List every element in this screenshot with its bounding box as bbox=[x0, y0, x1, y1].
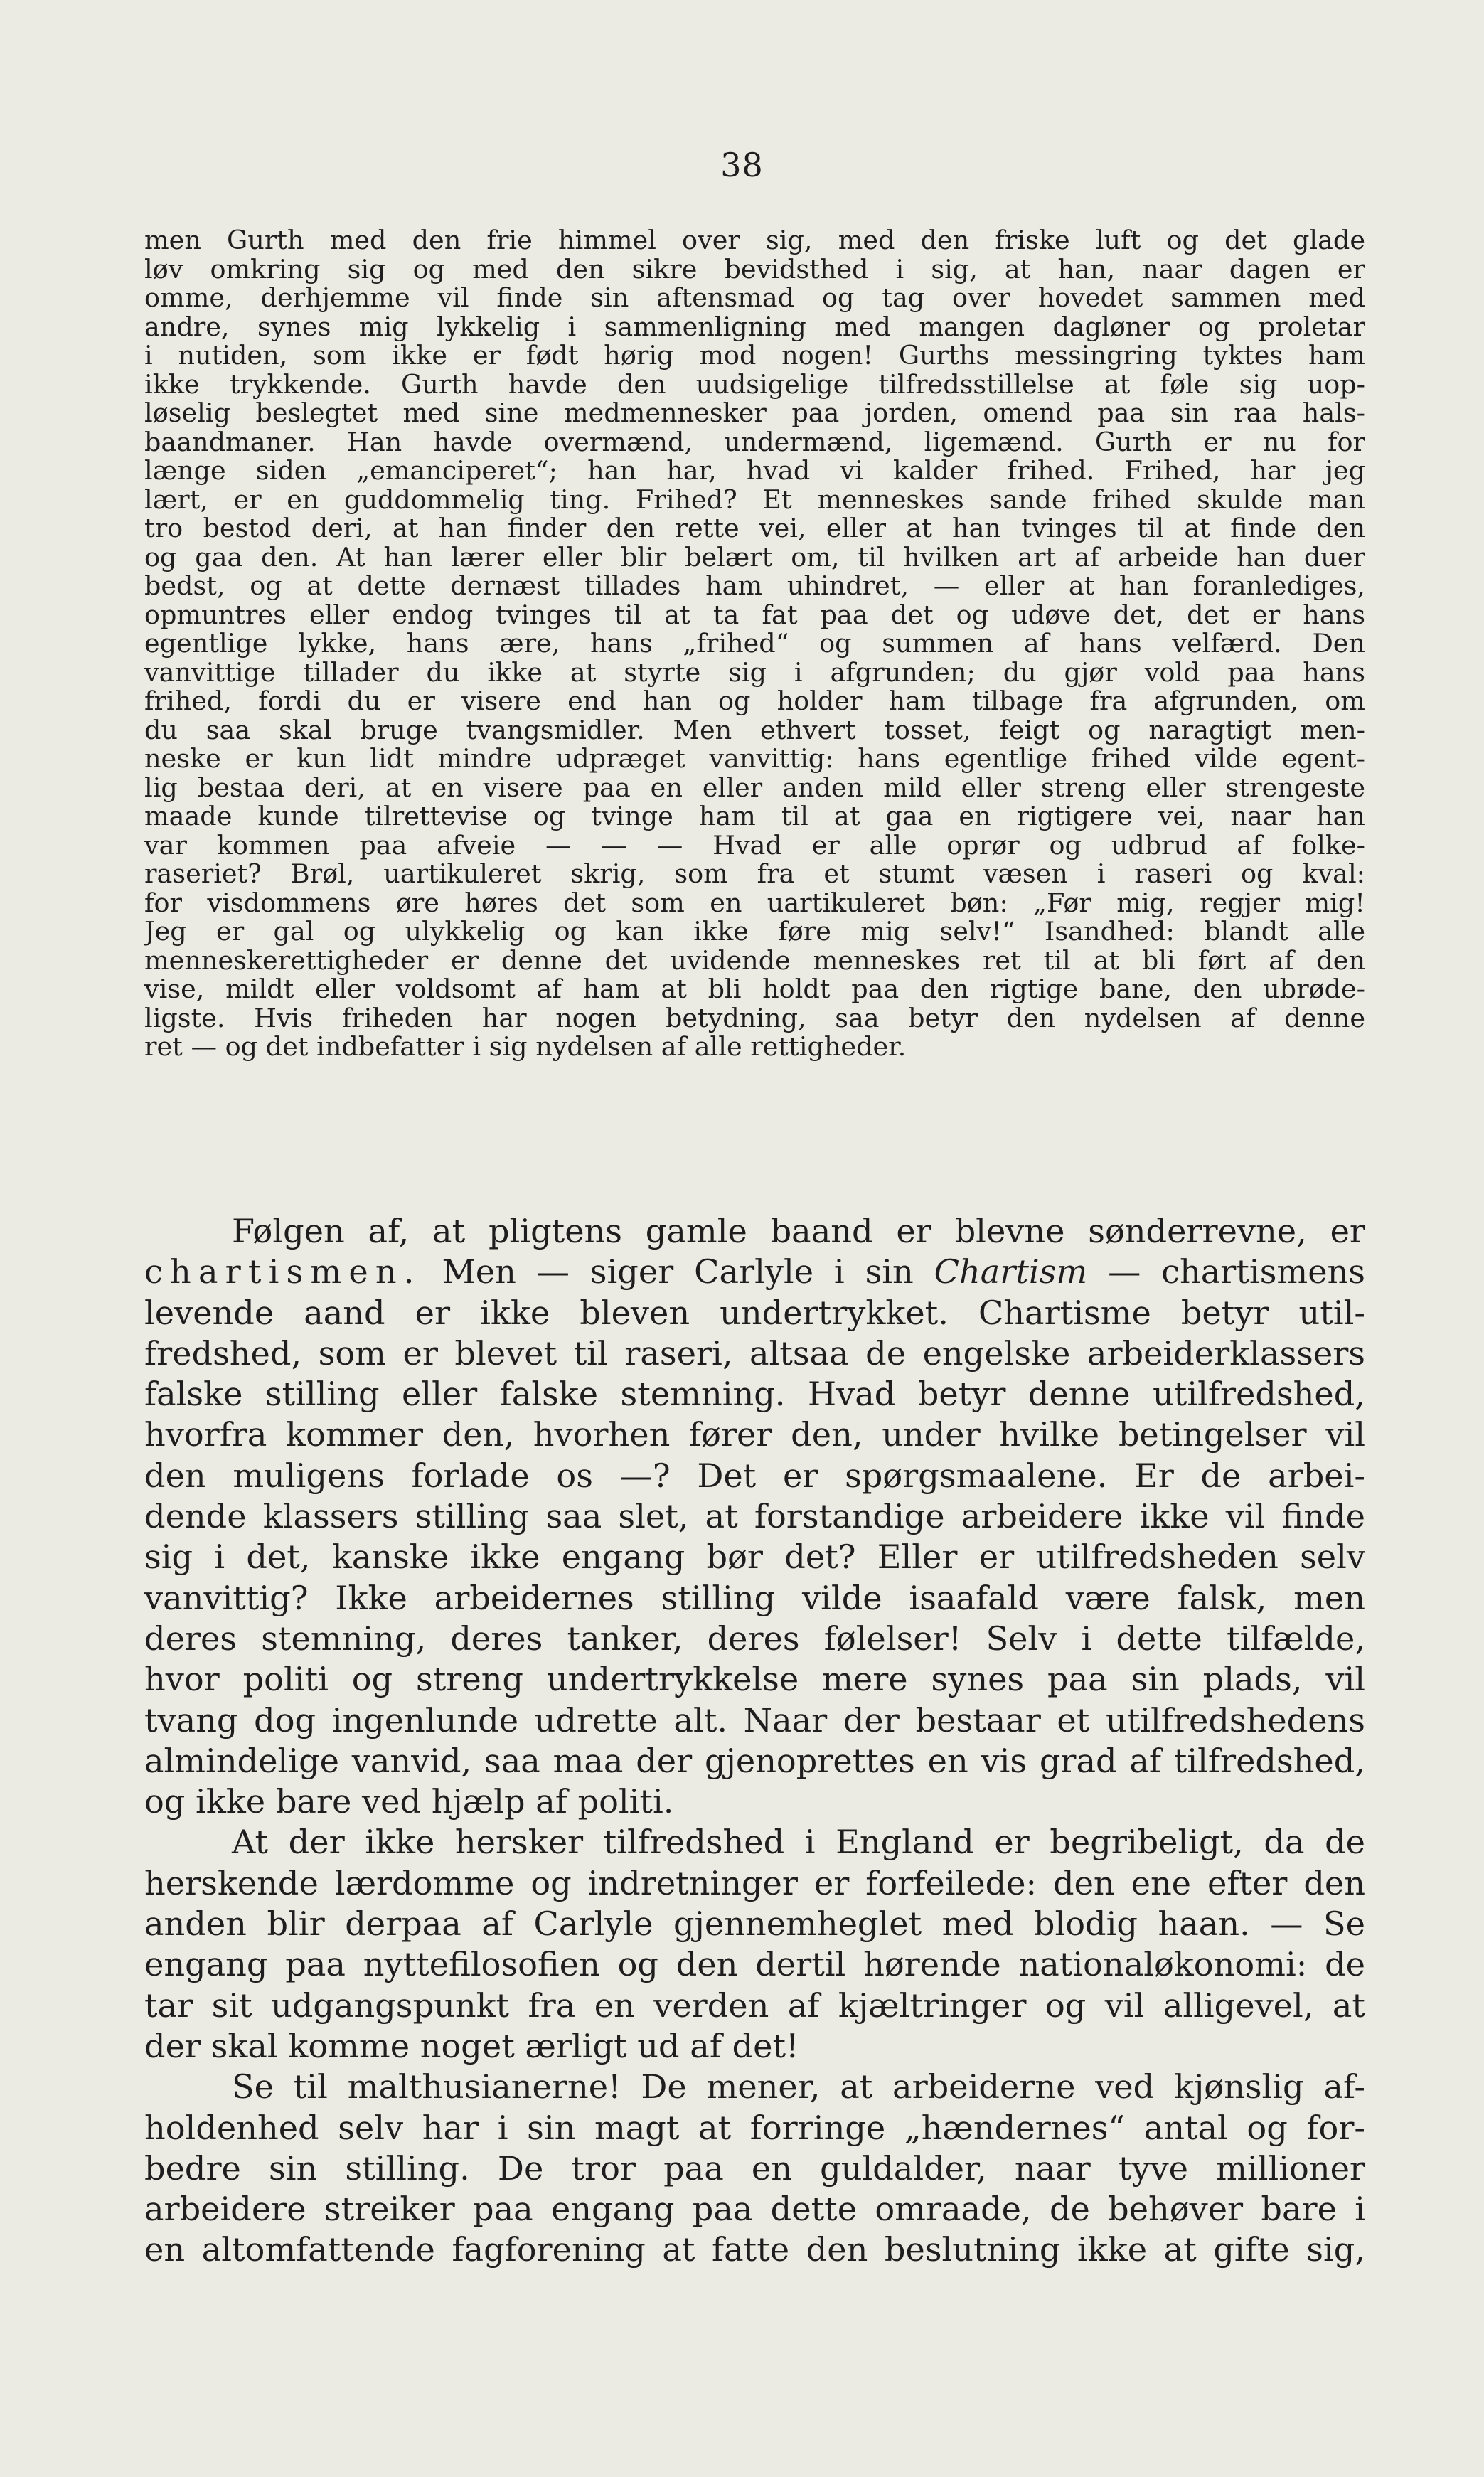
text-line: tvang dog ingenlunde udrette alt. Naar der bestaar et utilfredshedens bbox=[144, 1700, 1365, 1740]
text-line: almindelige vanvid, saa maa der gjenoprettes en vis grad af tilfredshed, bbox=[144, 1741, 1365, 1780]
text-line: Følgen af, at pligtens gamle baand er blevne sønderrevne, er bbox=[232, 1212, 1365, 1250]
text-line: Se til malthusianerne! De mener, at arbeiderne ved kjønslig af- bbox=[232, 2067, 1365, 2106]
text-line: baandmaner. Han havde overmænd, undermænd, ligemænd. Gurth er nu for bbox=[144, 427, 1365, 457]
text-line: der skal komme noget ærligt ud af det! bbox=[144, 2026, 799, 2065]
text-line: ligste. Hvis friheden har nogen betydning, saa betyr den nydelsen af denne bbox=[144, 1003, 1365, 1033]
text-line: lig bestaa deri, at en visere paa en eller anden mild eller streng eller strengeste bbox=[144, 773, 1365, 802]
text-line: hvor politi og streng undertrykkelse mere synes paa sin plads, vil bbox=[144, 1660, 1365, 1699]
text-line: anden blir derpaa af Carlyle gjennemheglet med blodig haan. — Se bbox=[144, 1905, 1365, 1944]
chartismen-emphasis: chartismen. bbox=[144, 1252, 422, 1291]
text-line: omme, derhjemme vil finde sin aftensmad og tag over hovedet sammen med bbox=[144, 284, 1365, 313]
text-line: ikke trykkende. Gurth havde den uudsigelige tilfredsstillelse at føle sig uop- bbox=[144, 370, 1365, 399]
text-line: dende klassers stilling saa slet, at forstandige arbeidere ikke vil finde bbox=[144, 1497, 1365, 1536]
text-fragment: Men — siger Carlyle i sin bbox=[421, 1252, 934, 1291]
text-line: falske stilling eller falske stemning. Hvad betyr denne utilfredshed, bbox=[144, 1375, 1365, 1414]
text-line: lært, er en guddommelig ting. Frihed? Et menneskes sande frihed skulde man bbox=[144, 485, 1365, 514]
text-line: Jeg er gal og ulykkelig og kan ikke føre mig selv!“ Isandhed: blandt alle bbox=[144, 917, 1365, 947]
text-line: vanvittige tillader du ikke at styrte sig i afgrunden; du gjør vold paa hans bbox=[144, 658, 1365, 687]
text-line: bedre sin stilling. De tror paa en guldalder, naar tyve millioner bbox=[144, 2148, 1365, 2188]
text-line: bedst, og at dette dernæst tillades ham uhindret, — eller at han foranlediges, bbox=[144, 572, 1365, 601]
text-line: du saa skal bruge tvangsmidler. Men ethvert tosset, feigt og naragtigt men- bbox=[144, 715, 1365, 745]
text-line: den muligens forlade os —? Det er spørgsmaalene. Er de arbei- bbox=[144, 1456, 1365, 1495]
text-line: vanvittig? Ikke arbeidernes stilling vilde isaafald være falsk, men bbox=[144, 1578, 1365, 1617]
text-line: levende aand er ikke bleven undertrykket. Chartisme betyr util- bbox=[144, 1293, 1365, 1332]
chartism-book-title: Chartism bbox=[934, 1252, 1088, 1291]
text-line: tro bestod deri, at han finder den rette vei, eller at han tvinges til at finde den bbox=[144, 514, 1365, 543]
text-line: At der ikke hersker tilfredshed i England er begribeligt, da de bbox=[232, 1823, 1365, 1862]
text-line: vise, mildt eller voldsomt af ham at bli holdt paa den rigtige bane, den ubrøde- bbox=[144, 975, 1365, 1004]
text-line: sig i det, kanske ikke engang bør det? Eller er utilfredsheden selv bbox=[144, 1538, 1365, 1577]
text-line: længe siden „emanciperet“; han har, hvad vi kalder frihed. Frihed, har jeg bbox=[144, 457, 1365, 486]
text-line: egentlige lykke, hans ære, hans „frihed“ og summen af hans velfærd. Den bbox=[144, 629, 1365, 659]
text-line: var kommen paa afveie — — — Hvad er alle oprør og udbrud af folke- bbox=[144, 831, 1365, 860]
text-line: neske er kun lidt mindre udpræget vanvittig: hans egentlige frihed vilde egent- bbox=[144, 745, 1365, 774]
text-line: og ikke bare ved hjælp af politi. bbox=[144, 1782, 674, 1821]
text-line: raseriet? Brøl, uartikuleret skrig, som fra et stumt væsen i raseri og kval: bbox=[144, 860, 1365, 889]
text-line: engang paa nyttefilosofien og den dertil hørende nationaløkonomi: de bbox=[144, 1945, 1365, 1984]
text-line: menneskerettigheder er denne det uvidende menneskes ret til at bli ført af den bbox=[144, 946, 1365, 975]
text-line-with-title bbox=[144, 1252, 1365, 1292]
text-line: løselig beslegtet med sine medmennesker paa jorden, omend paa sin raa hals- bbox=[144, 399, 1365, 428]
text-line: og gaa den. At han lærer eller blir belært om, til hvilken art af arbeide han duer bbox=[144, 543, 1365, 572]
text-line: fredshed, som er blevet til raseri, altsaa de engelske arbeiderklassers bbox=[144, 1333, 1365, 1373]
text-line: tar sit udgangspunkt fra en verden af kjæltringer og vil alligevel, at bbox=[144, 1986, 1365, 2025]
text-line: i nutiden, som ikke er født hørig mod nogen! Gurths messingring tyktes ham bbox=[144, 341, 1365, 371]
text-line: deres stemning, deres tanker, deres følelser! Selv i dette tilfælde, bbox=[144, 1619, 1365, 1658]
text-line: opmuntres eller endog tvinges til at ta fat paa det og udøve det, det er hans bbox=[144, 600, 1365, 629]
text-line: arbeidere streiker paa engang paa dette omraade, de behøver bare i bbox=[144, 2190, 1365, 2229]
small-print-paragraph bbox=[144, 226, 1365, 1062]
text-line: ret — og det indbefatter i sig nydelsen af alle rettigheder. bbox=[144, 1033, 907, 1062]
text-fragment: — chartismens bbox=[1087, 1252, 1365, 1291]
text-line: en altomfattende fagforening at fatte den beslutning ikke at gifte sig, bbox=[144, 2230, 1365, 2269]
text-line: holdenhed selv har i sin magt at forringe „hændernes“ antal og for- bbox=[144, 2108, 1365, 2147]
text-line: maade kunde tilrettevise og tvinge ham til at gaa en rigtigere vei, naar han bbox=[144, 802, 1365, 831]
page-number: 38 bbox=[720, 146, 764, 184]
large-print-paragraphs bbox=[144, 1211, 1365, 2271]
text-line: løv omkring sig og med den sikre bevidsthed i sig, at han, naar dagen er bbox=[144, 255, 1365, 284]
text-line: andre, synes mig lykkelig i sammenligning med mangen dagløner og proletar bbox=[144, 312, 1365, 341]
text-line: herskende lærdomme og indretninger er forfeilede: den ene efter den bbox=[144, 1863, 1365, 1902]
text-line: frihed, fordi du er visere end han og holder ham tilbage fra afgrunden, om bbox=[144, 687, 1365, 716]
text-line: for visdommens øre høres det som en uartikuleret bøn: „Før mig, regjer mig! bbox=[144, 888, 1365, 917]
text-line: men Gurth med den frie himmel over sig, med den friske luft og det glade bbox=[144, 226, 1365, 255]
text-line: hvorfra kommer den, hvorhen fører den, under hvilke betingelser vil bbox=[144, 1415, 1365, 1454]
